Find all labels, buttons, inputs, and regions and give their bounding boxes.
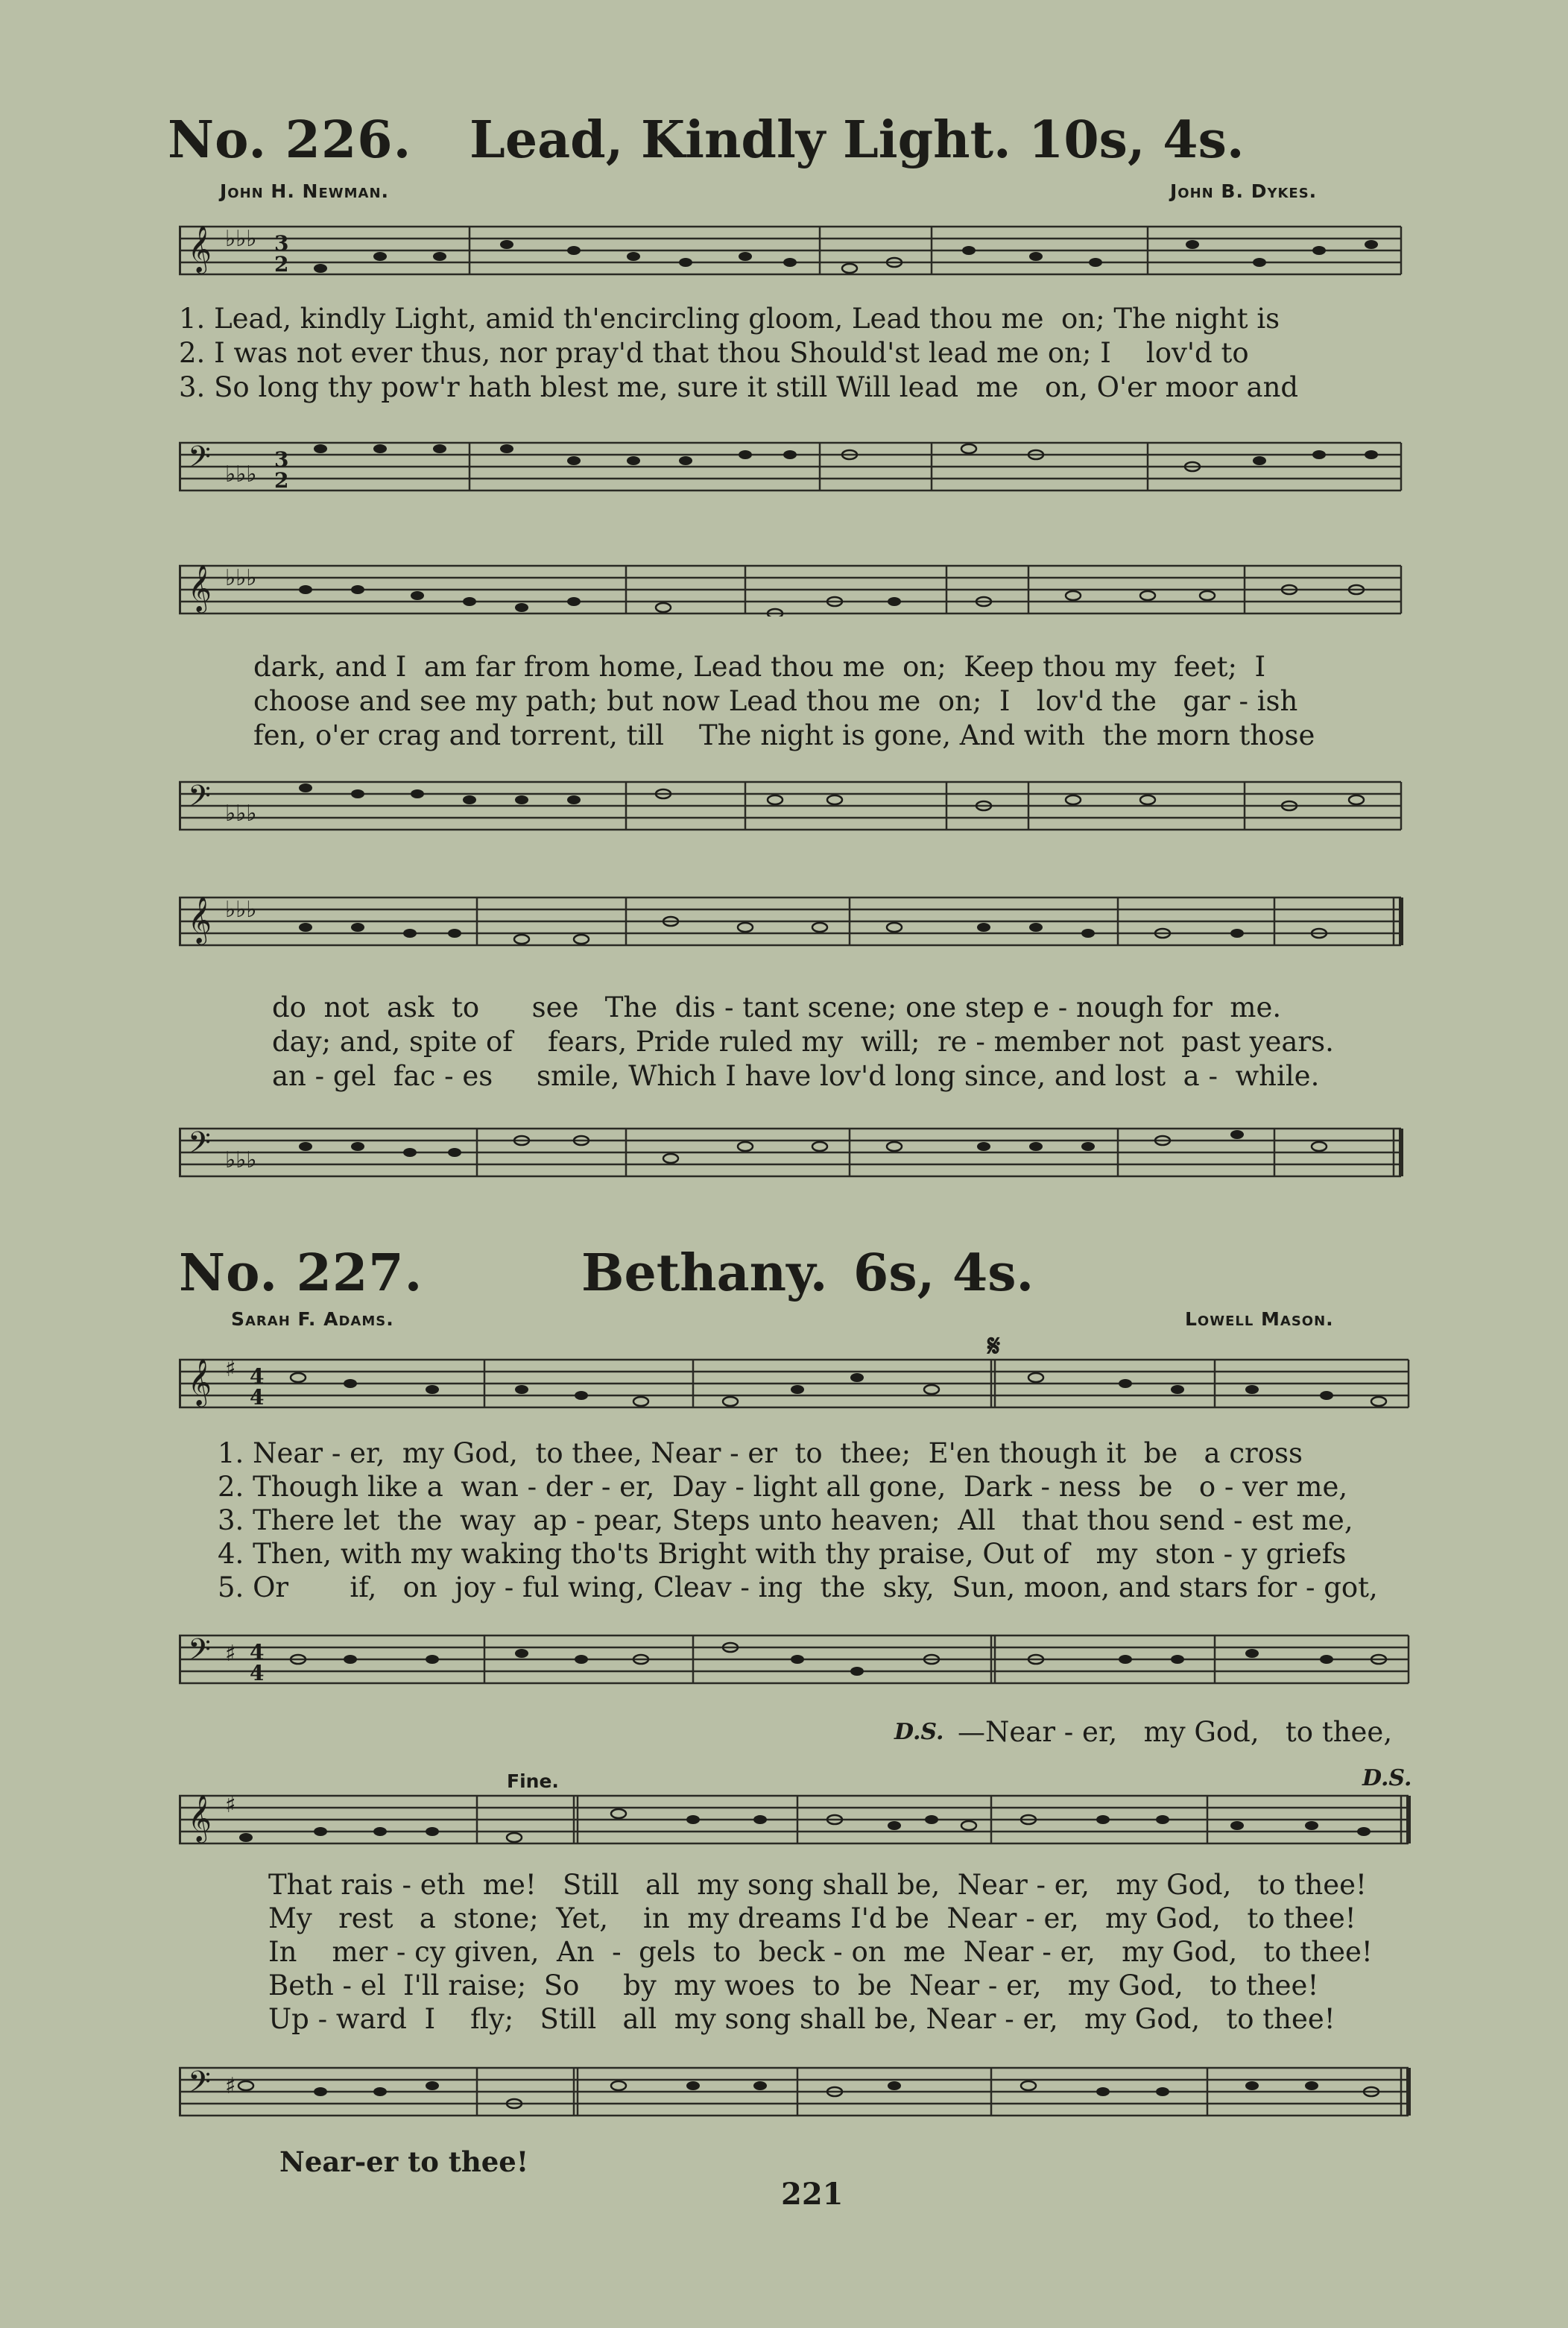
hymn-226-s2-verse-3: fen, o'er crag and torrent, till The night is gone, And with the morn those: [253, 719, 1315, 751]
hymn-226-words-credit: John H. Newman.: [220, 180, 390, 202]
svg-text:𝄞: 𝄞: [188, 225, 212, 272]
svg-text:𝄢: 𝄢: [188, 1126, 211, 1167]
segno-sign: 𝄋: [987, 1328, 1001, 1363]
svg-text:4: 4: [250, 1364, 265, 1389]
svg-text:𝄢: 𝄢: [188, 440, 211, 482]
hymn-226-s2-verse-1: dark, and I am far from home, Lead thou me on; Keep thou my feet; I: [253, 651, 1266, 683]
svg-text:2: 2: [274, 252, 289, 277]
svg-text:♯: ♯: [225, 1641, 236, 1667]
page-number: 221: [781, 2177, 844, 2212]
hymn-227-number: No. 227.: [179, 1243, 423, 1303]
treble-staff: [179, 224, 1416, 277]
hymn-227-title: Bethany.: [581, 1243, 828, 1303]
ds-label: D.S.: [894, 1719, 944, 1745]
hymn-227-system-1: [179, 1349, 1416, 1707]
svg-text:𝄢: 𝄢: [188, 779, 211, 821]
hymn-227-meter: 6s, 4s.: [853, 1243, 1034, 1303]
bass-staff: [179, 2065, 1416, 2119]
svg-text:♭♭♭: ♭♭♭: [225, 226, 257, 252]
svg-text:♯: ♯: [225, 1793, 236, 1818]
svg-text:𝄞: 𝄞: [188, 564, 212, 611]
hymn-227-system-2: [179, 1785, 1416, 2158]
hymn-226-system-3: [179, 887, 1416, 1185]
bass-staff: [179, 1126, 1416, 1179]
svg-text:3: 3: [274, 447, 289, 472]
svg-text:𝄢: 𝄢: [188, 1633, 211, 1674]
svg-text:𝄞: 𝄞: [188, 1358, 212, 1405]
hymn-227-s2-verse-4: Beth - el I'll raise; So by my woes to be Near - er, my God, to thee!: [268, 1969, 1319, 2001]
hymn-226-s1-verse-1: 1. Lead, kindly Light, amid th'encircling gloom, Lead thou me on; The night is: [179, 303, 1280, 335]
svg-text:4: 4: [250, 1661, 265, 1685]
hymn-226-s3-verse-2: day; and, spite of fears, Pride ruled my will; re - member not past years.: [272, 1026, 1334, 1058]
svg-text:♯: ♯: [225, 2073, 236, 2099]
hymn-226-meter: 10s, 4s.: [1028, 110, 1245, 170]
hymn-227-s2-verse-1: That rais - eth me! Still all my song shall be, Near - er, my God, to thee!: [268, 1869, 1367, 1901]
ds-end-marker: D.S.: [1362, 1765, 1412, 1791]
hymn-226-s2-verse-2: choose and see my path; but now Lead thou me on; I lov'd the gar - ish: [253, 685, 1298, 717]
hymn-226-title: Lead, Kindly Light.: [470, 110, 1011, 170]
hymn-226-s3-verse-1: do not ask to see The dis - tant scene; one step e - nough for me.: [272, 991, 1282, 1023]
svg-text:♯: ♯: [225, 1357, 236, 1382]
hymn-227-s2-verse-5: Up - ward I fly; Still all my song shall be, Near - er, my God, to thee!: [268, 2003, 1335, 2035]
bass-staff: [179, 779, 1416, 833]
fine-marker: Fine.: [507, 1770, 559, 1792]
svg-text:♭♭♭: ♭♭♭: [225, 897, 257, 923]
svg-text:4: 4: [250, 1385, 265, 1410]
svg-text:♭♭♭: ♭♭♭: [225, 565, 257, 591]
bass-staff: [179, 440, 1416, 493]
hymn-227-s1-verse-5: 5. Or if, on joy - ful wing, Cleav - ing the sky, Sun, moon, and stars for - got,: [218, 1571, 1378, 1603]
svg-text:♭♭♭: ♭♭♭: [225, 1147, 257, 1173]
svg-text:𝄞: 𝄞: [188, 1794, 212, 1841]
hymn-227-s1-verse-2: 2. Though like a wan - der - er, Day - light all gone, Dark - ness be o - ver me,: [218, 1471, 1348, 1503]
svg-text:4: 4: [250, 1640, 265, 1665]
hymn-227-music-credit: Lowell Mason.: [1185, 1308, 1334, 1330]
hymn-227-s1-verse-4: 4. Then, with my waking tho'ts Bright with thy praise, Out of my ston - y griefs: [218, 1538, 1347, 1570]
svg-text:♭♭♭: ♭♭♭: [225, 801, 257, 827]
refrain-tail-text: Near-er to thee!: [279, 2145, 529, 2178]
hymn-226-number: No. 226.: [168, 110, 412, 170]
hymn-227-s2-verse-3: In mer - cy given, An - gels to beck - on me Near - er, my God, to thee!: [268, 1936, 1373, 1968]
treble-staff: [179, 1793, 1416, 1846]
hymn-226-music-credit: John B. Dykes.: [1170, 180, 1318, 202]
hymn-226-system-2: [179, 555, 1416, 854]
svg-text:𝄢: 𝄢: [188, 2065, 211, 2107]
hymn-227-words-credit: Sarah F. Adams.: [231, 1308, 394, 1330]
svg-text:𝄞: 𝄞: [188, 896, 212, 943]
hymn-226-s1-verse-3: 3. So long thy pow'r hath blest me, sure it still Will lead me on, O'er moor and: [179, 371, 1299, 403]
hymn-226-system-1: [179, 216, 1416, 514]
bass-staff: [179, 1633, 1416, 1686]
treble-staff: [179, 563, 1416, 616]
svg-text:2: 2: [274, 468, 289, 493]
hymn-227-s2-verse-2: My rest a stone; Yet, in my dreams I'd be Near - er, my God, to thee!: [268, 1902, 1356, 1934]
hymn-226-s3-verse-3: an - gel fac - es smile, Which I have lov'd long since, and lost a - while.: [272, 1060, 1320, 1092]
hymn-227-s1-verse-1: 1. Near - er, my God, to thee, Near - er to thee; E'en though it be a cross: [218, 1437, 1303, 1469]
ds-lyric-line: —Near - er, my God, to thee,: [958, 1716, 1393, 1748]
svg-text:3: 3: [274, 231, 289, 256]
hymn-227-s1-verse-3: 3. There let the way ap - pear, Steps unto heaven; All that thou send - est me,: [218, 1504, 1353, 1536]
treble-staff: [179, 895, 1416, 948]
svg-text:♭♭♭: ♭♭♭: [225, 461, 257, 488]
hymn-226-s1-verse-2: 2. I was not ever thus, nor pray'd that thou Should'st lead me on; I lov'd to: [179, 337, 1249, 369]
treble-staff: [179, 1357, 1416, 1410]
